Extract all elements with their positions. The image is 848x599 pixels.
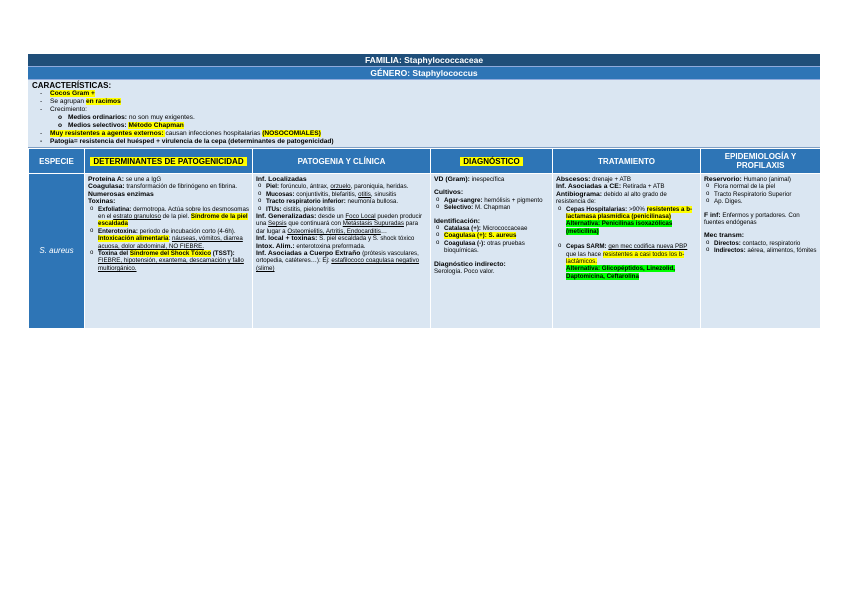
list-item: o Exfoliatina: dermotropa. Actúa sobre los desmosomas en el estrato granuloso de la piel. Síndrome de la piel escaldada (98, 206, 249, 228)
list-item: o Coagulasa (-): otras pruebas bioquímicas. (444, 240, 549, 255)
transmission-list (704, 240, 817, 255)
header-epidemiologia: EPIDEMIOLOGÍA Y PROFILAXIS (701, 149, 821, 174)
characteristics-section (28, 80, 820, 148)
header-tratamiento: TRATAMIENTO (553, 149, 701, 174)
header-patogenia: PATOGENIA Y CLÍNICA (253, 149, 431, 174)
list-item: o Tracto respiratorio inferior: neumonía bullosa. (266, 198, 427, 205)
list-item: o Cepas Hospitalarias: >90% resistentes a b-lactamasa plasmídica (penicilinasa) Alternativa: Penicilinas isoxazólicas (meticilina) (566, 206, 697, 236)
list-item: o Ap. Diges. (714, 198, 817, 205)
characteristic-item: - Crecimiento: (32, 106, 816, 114)
list-item: o Enterotoxina: periodo de incubación corto (4-6h). Intoxicación alimentaria: náuseas, vómitos, diarrea acuosa, dolor abdominal, NO FIEBRE. (98, 228, 249, 250)
genus-band: GÉNERO: Staphylococcus (28, 67, 820, 80)
list-item: o ITUs: cistitis, pielonefritis (266, 206, 427, 213)
cultures-list (434, 197, 549, 212)
list-item: o Indirectos: aérea, alimentos, fómites (714, 247, 817, 254)
list-item: o Mucosas: conjuntivitis, blefaritis, otitis, sinusitis (266, 191, 427, 198)
list-item: o Agar-sangre: hemólisis + pigmento (444, 197, 549, 204)
characteristic-subitem: o Medios ordinarios: no son muy exigentes. (32, 114, 816, 122)
species-cell: S. aureus (29, 174, 85, 329)
header-determinantes: DETERMINANTES DE PATOGENICIDAD (85, 149, 253, 174)
list-item: o Tracto Respiratorio Superior (714, 191, 817, 198)
header-diagnostico: DIAGNÓSTICO (431, 149, 553, 174)
list-item: o Selectivo: M. Chapman (444, 204, 549, 211)
document-sheet (28, 54, 820, 329)
table-header-row (29, 149, 821, 174)
list-item: o Toxina del Síndrome del Shock Tóxico (TSST): FIEBRE, hipotensión, exantema, descamación y fallo multiorgánico. (98, 250, 249, 272)
tratamiento-cell: Abscesos: drenaje + ATB Inf. Asociadas a CE: Retirada + ATB Antibiograma: debido al alto grado de resistencia de: o Cepas Hospitalarias: >90% resistentes a b-lactamasa plasmídica (penicilinasa) Alternativa: Penicilinas isoxazólicas (meticilina) o Cepas SARM: gen mec codifica nueva PBP que las hace resistentes a casi todos los b-lactámicos. Alternativa: Glicopéptidos, Linezolid, Daptomicina, Ceftarolina (553, 174, 701, 329)
epidemiologia-cell: Reservorio: Humano (animal) o Flora normal de la piel o Tracto Respiratorio Superior o Ap. Diges. F inf: Enfermos y portadores. Con fuentes endógenas Mec transm: o Directos: contacto, respiratorio o Indirectos: aérea, alimentos, fómites (701, 174, 821, 329)
table-row (29, 174, 821, 329)
patogenia-cell: Inf. Localizadas o Piel: forúnculo, ántrax, orzuelo, paroniquia, heridas. o Mucosas: conjuntivitis, blefaritis, otitis, sinusitis o Tracto respiratorio inferior: neumonía bullosa. o ITUs: cistitis, pielonefritis Inf. Generalizadas: desde un Foco Local pueden producir una Sepsis que continuará con Metástasis Supuradas para dar lugar a Osteomielitis, Artritis, Endocarditis… Inf. local + toxinas: S. piel escaldada y S. shock tóxico Intox. Alim.: enterotoxina preformada. Inf. Asociadas a Cuerpo Extraño (prótesis vasculares, ortopedia, catéteres…): Ej: estafilococo coagulasa negativo (slime) (253, 174, 431, 329)
characteristic-item: - Patogía= resistencia del huésped + virulencia de la cepa (determinantes de patogenicidad) (32, 138, 816, 146)
local-infections-list (256, 183, 427, 213)
list-item: o Flora normal de la piel (714, 183, 817, 190)
characteristic-item: - Se agrupan en racimos (32, 98, 816, 106)
resistance-list (556, 206, 697, 281)
list-item: o Coagulasa (+): S. aureus (444, 232, 549, 239)
species-table (28, 148, 821, 329)
list-item: o Cepas SARM: gen mec codifica nueva PBP que las hace resistentes a casi todos los b-lactámicos. Alternativa: Glicopéptidos, Linezolid, Daptomicina, Ceftarolina (566, 243, 697, 280)
list-item: o Piel: forúnculo, ántrax, orzuelo, paroniquia, heridas. (266, 183, 427, 190)
toxins-list (88, 206, 249, 273)
characteristics-title: CARACTERÍSTICAS: (32, 81, 112, 90)
determinantes-cell: Proteína A: se une a IgG Coagulasa: transformación de fibrinógeno en fibrina. Numerosas enzimas Toxinas: o Exfoliatina: dermotropa. Actúa sobre los desmosomas en el estrato granuloso de la piel. Síndrome de la piel escaldada o Enterotoxina: periodo de incubación corto (4-6h). Intoxicación alimentaria: náuseas, vómitos, diarrea acuosa, dolor abdominal, NO FIEBRE. o Toxina del Síndrome del Shock Tóxico (TSST): FIEBRE, hipotensión, exantema, descamación y fallo multiorgánico. (85, 174, 253, 329)
list-item: o Directos: contacto, respiratorio (714, 240, 817, 247)
list-item: o Catalasa (+): Micrococcaceae (444, 225, 549, 232)
characteristic-item: - Cocos Gram + (32, 90, 816, 98)
header-especie: ESPECIE (29, 149, 85, 174)
diagnostico-cell: VD (Gram): inespecífica Cultivos: o Agar-sangre: hemólisis + pigmento o Selectivo: M. Chapman Identificación: o Catalasa (+): Micrococcaceae o Coagulasa (+): S. aureus o Coagulasa (-): otras pruebas bioquímicas. Diagnóstico indirecto: Serología. Poco valor. (431, 174, 553, 329)
characteristic-subitem: o Medios selectivos: Método Chapman (32, 122, 816, 130)
reservoir-list (704, 183, 817, 205)
family-band: FAMILIA: Staphylococcaceae (28, 54, 820, 67)
characteristic-item: - Muy resistentes a agentes externos: causan infecciones hospitalarias (NOSOCOMIALES) (32, 130, 816, 138)
identification-list (434, 225, 549, 255)
